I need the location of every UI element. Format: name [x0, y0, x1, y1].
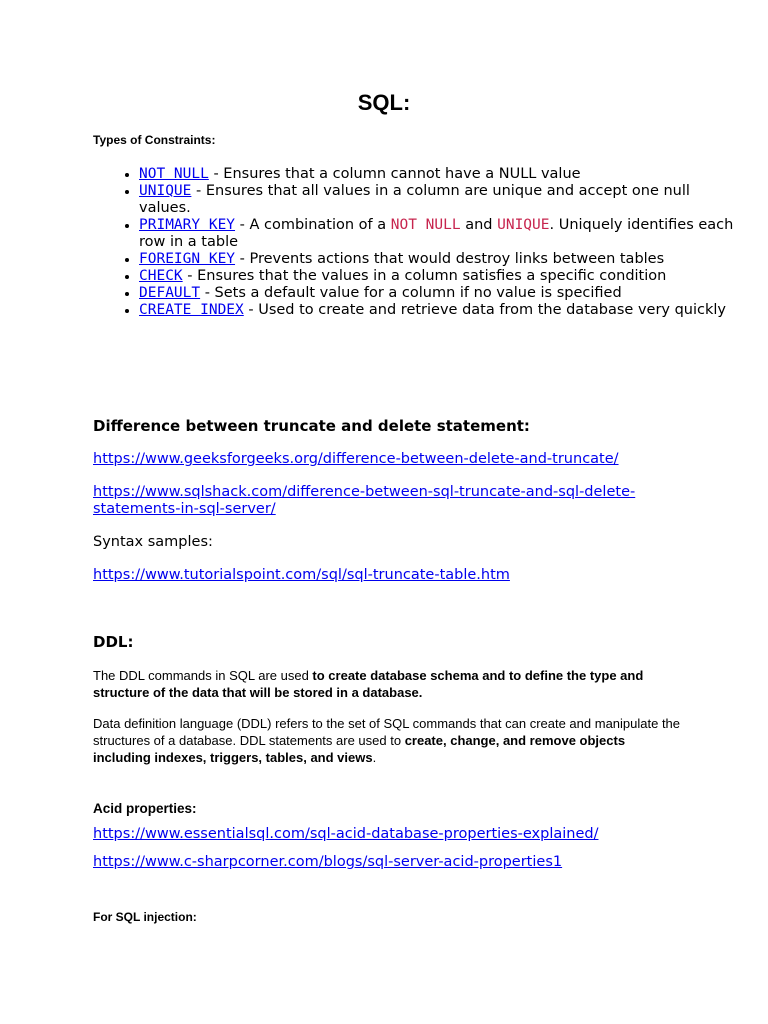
csharpcorner-link[interactable]: https://www.c-sharpcorner.com/blogs/sql-server-acid-properties1 — [93, 854, 563, 870]
list-item: • UNIQUE - Ensures that all values in a column are unique and accept one null values. — [139, 183, 739, 217]
list-item: • FOREIGN KEY - Prevents actions that would destroy links between tables — [139, 251, 739, 268]
sqlshack-link[interactable]: https://www.sqlshack.com/difference-between-sql-truncate-and-sql-delete-statements-in-sql-server/ — [93, 484, 636, 517]
geeksforgeeks-link[interactable]: https://www.geeksforgeeks.org/difference-between-delete-and-truncate/ — [93, 451, 619, 467]
constraints-list — [93, 166, 739, 319]
inline-code-not-null: NOT NULL — [390, 217, 461, 233]
constraint-link-unique[interactable]: UNIQUE — [139, 183, 192, 199]
list-item: • CHECK - Ensures that the values in a column satisfies a specific condition — [139, 268, 739, 285]
essentialsql-link[interactable]: https://www.essentialsql.com/sql-acid-database-properties-explained/ — [93, 826, 599, 842]
acid-heading: Acid properties: — [93, 801, 197, 816]
constraint-link-create-index[interactable]: CREATE INDEX — [139, 302, 244, 318]
ddl-paragraph-2: Data definition language (DDL) refers to the set of SQL commands that can create and manipulate the structures of a database. DDL statements are used to create, change, and remove objects including indexes, triggers, tables, and views. — [93, 716, 681, 765]
constraints-heading: Types of Constraints: — [93, 133, 216, 147]
list-item: • PRIMARY KEY - A combination of a NOT NULL and UNIQUE. Uniquely identifies each row in a table — [139, 217, 739, 251]
constraint-link-check[interactable]: CHECK — [139, 268, 183, 284]
syntax-samples-label: Syntax samples: — [93, 534, 213, 550]
constraint-link-default[interactable]: DEFAULT — [139, 285, 201, 301]
list-item: • CREATE INDEX - Used to create and retrieve data from the database very quickly — [139, 302, 739, 319]
constraint-link-not-null[interactable]: NOT NULL — [139, 166, 209, 182]
inline-code-unique: UNIQUE — [497, 217, 550, 233]
tutorialspoint-link[interactable]: https://www.tutorialspoint.com/sql/sql-truncate-table.htm — [93, 567, 510, 583]
constraint-link-primary-key[interactable]: PRIMARY KEY — [139, 217, 236, 233]
sql-injection-heading: For SQL injection: — [93, 910, 197, 924]
truncate-heading: Difference between truncate and delete statement: — [93, 417, 530, 435]
list-item: • NOT NULL - Ensures that a column cannot have a NULL value — [139, 166, 739, 183]
page-title: SQL: — [357, 90, 411, 115]
constraint-link-foreign-key[interactable]: FOREIGN KEY — [139, 251, 236, 267]
ddl-paragraph-1: The DDL commands in SQL are used to create database schema and to define the type and structure of the data that will be stored in a database. — [93, 668, 644, 700]
list-item: • DEFAULT - Sets a default value for a column if no value is specified — [139, 285, 739, 302]
ddl-heading: DDL: — [93, 633, 134, 651]
